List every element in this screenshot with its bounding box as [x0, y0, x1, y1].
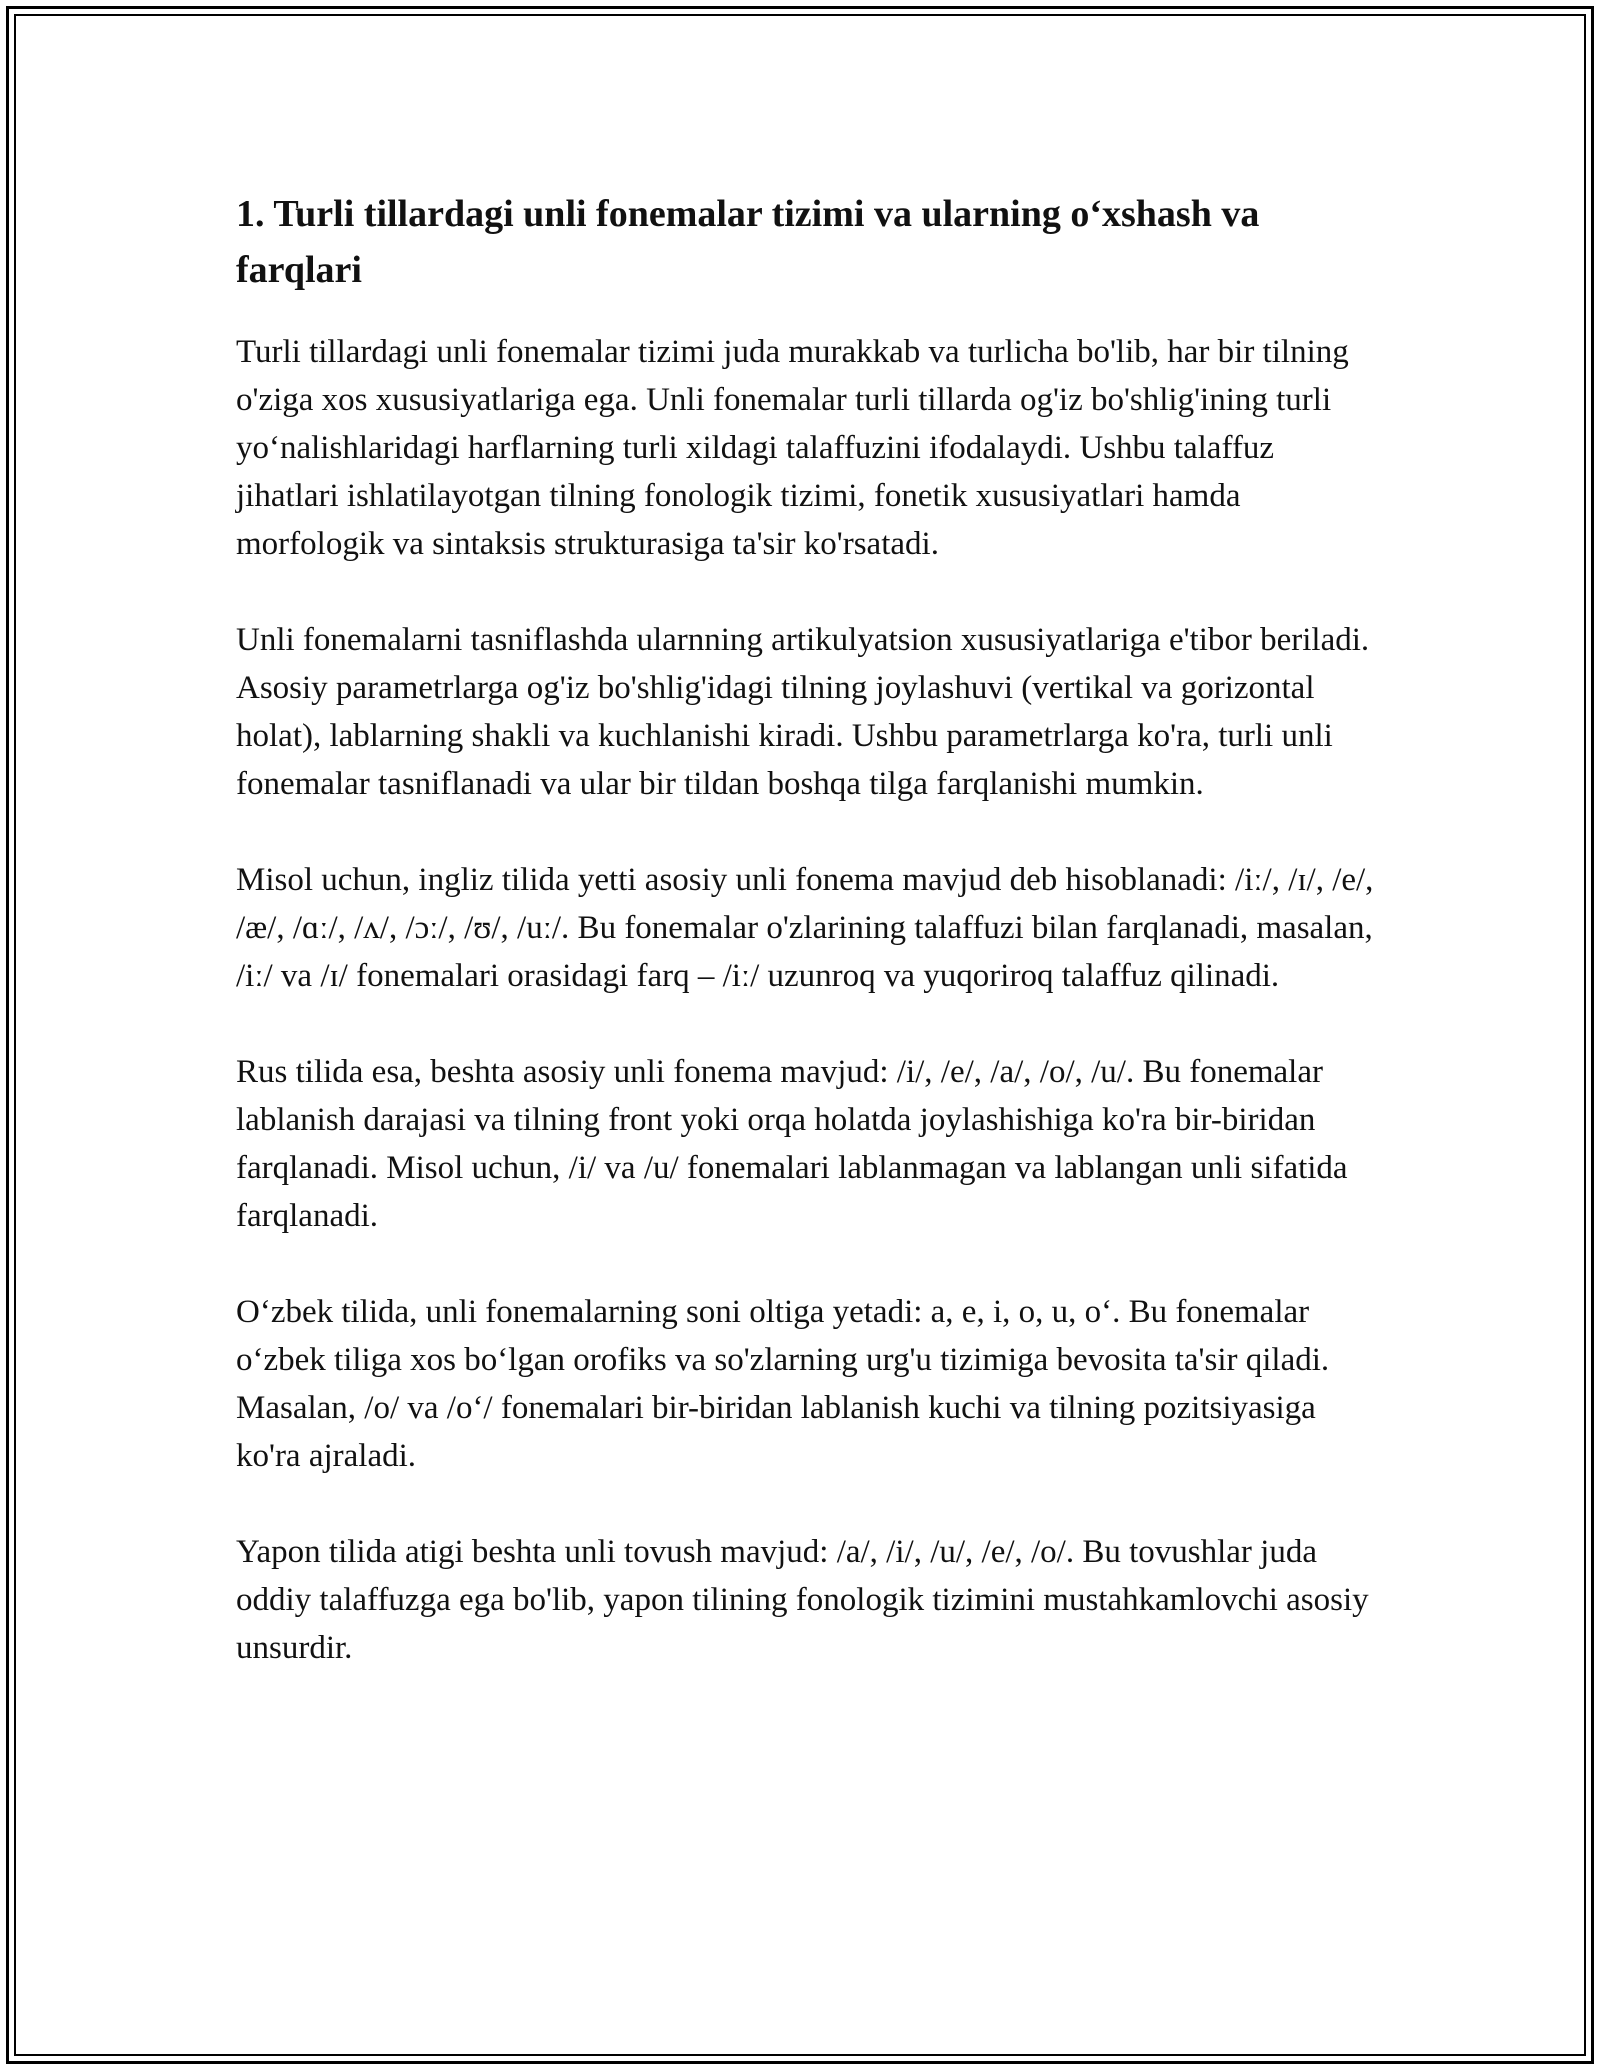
- paragraph-russian: Rus tilida esa, beshta asosiy unli fonema mavjud: /i/, /e/, /a/, /o/, /u/. Bu fonemalar lablanish darajasi va tilning front yoki orqa holatda joylashishiga ko'ra bir-biridan farqlanadi. Misol uchun, /i/ va /u/ fonemalari lablanmagan va lablangan unli sifatida farqlanadi.: [236, 1054, 1348, 1234]
- paragraph-classification: Unli fonemalarni tasniflashda ularnning artikulyatsion xususiyatlariga e'tibor beriladi. Asosiy parametrlarga og'iz bo'shlig'idagi tilning joylashuvi (vertikal va gorizontal holat), lablarning shakli va kuchlanishi kiradi. Ushbu parametrlarga ko'ra, turli unli fonemalar tasniflanadi va ular bir tildan boshqa tilga farqlanishi mumkin.: [236, 622, 1370, 802]
- paragraph-english: Misol uchun, ingliz tilida yetti asosiy unli fonema mavjud deb hisoblanadi: /iː/, /ɪ/, /e/, /æ/, /ɑː/, /ʌ/, /ɔː/, /ʊ/, /uː/. Bu fonemalar o'zlarining talaffuzi bilan farqlanadi, masalan, /iː/ va /ɪ/ fonemalari orasidagi farq – /iː/ uzunroq va yuqoriroq talaffuz qilinadi.: [236, 862, 1374, 994]
- paragraph-intro: Turli tillardagi unli fonemalar tizimi juda murakkab va turlicha bo'lib, har bir tilning o'ziga xos xususiyatlariga ega. Unli fonemalar turli tillarda og'iz bo'shlig'ining turli yo‘nalishlaridagi harflarning turli xildagi talaffuzini ifodalaydi. Ushbu talaffuz jihatlari ishlatilayotgan tilning fonologik tizimi, fonetik xususiyatlari hamda morfologik va sintaksis strukturasiga ta'sir ko'rsatadi.: [236, 334, 1349, 562]
- document-body: [236, 186, 1376, 1720]
- paragraph-uzbek: O‘zbek tilida, unli fonemalarning soni oltiga yetadi: a, e, i, o, u, o‘. Bu fonemalar o‘zbek tiliga xos bo‘lgan orofiks va so'zlarning urg'u tizimiga bevosita ta'sir qiladi. Masalan, /o/ va /o‘/ fonemalari bir-biridan lablanish kuchi va tilning pozitsiyasiga ko'ra ajraladi.: [236, 1294, 1330, 1474]
- paragraph-japanese: Yapon tilida atigi beshta unli tovush mavjud: /a/, /i/, /u/, /e/, /o/. Bu tovushlar juda oddiy talaffuzga ega bo'lib, yapon tilining fonologik tizimini mustahkamlovchi asosiy unsurdir.: [236, 1534, 1369, 1666]
- section-heading: 1. Turli tillardagi unli fonemalar tizimi va ularning o‘xshash va farqlari: [236, 193, 1260, 291]
